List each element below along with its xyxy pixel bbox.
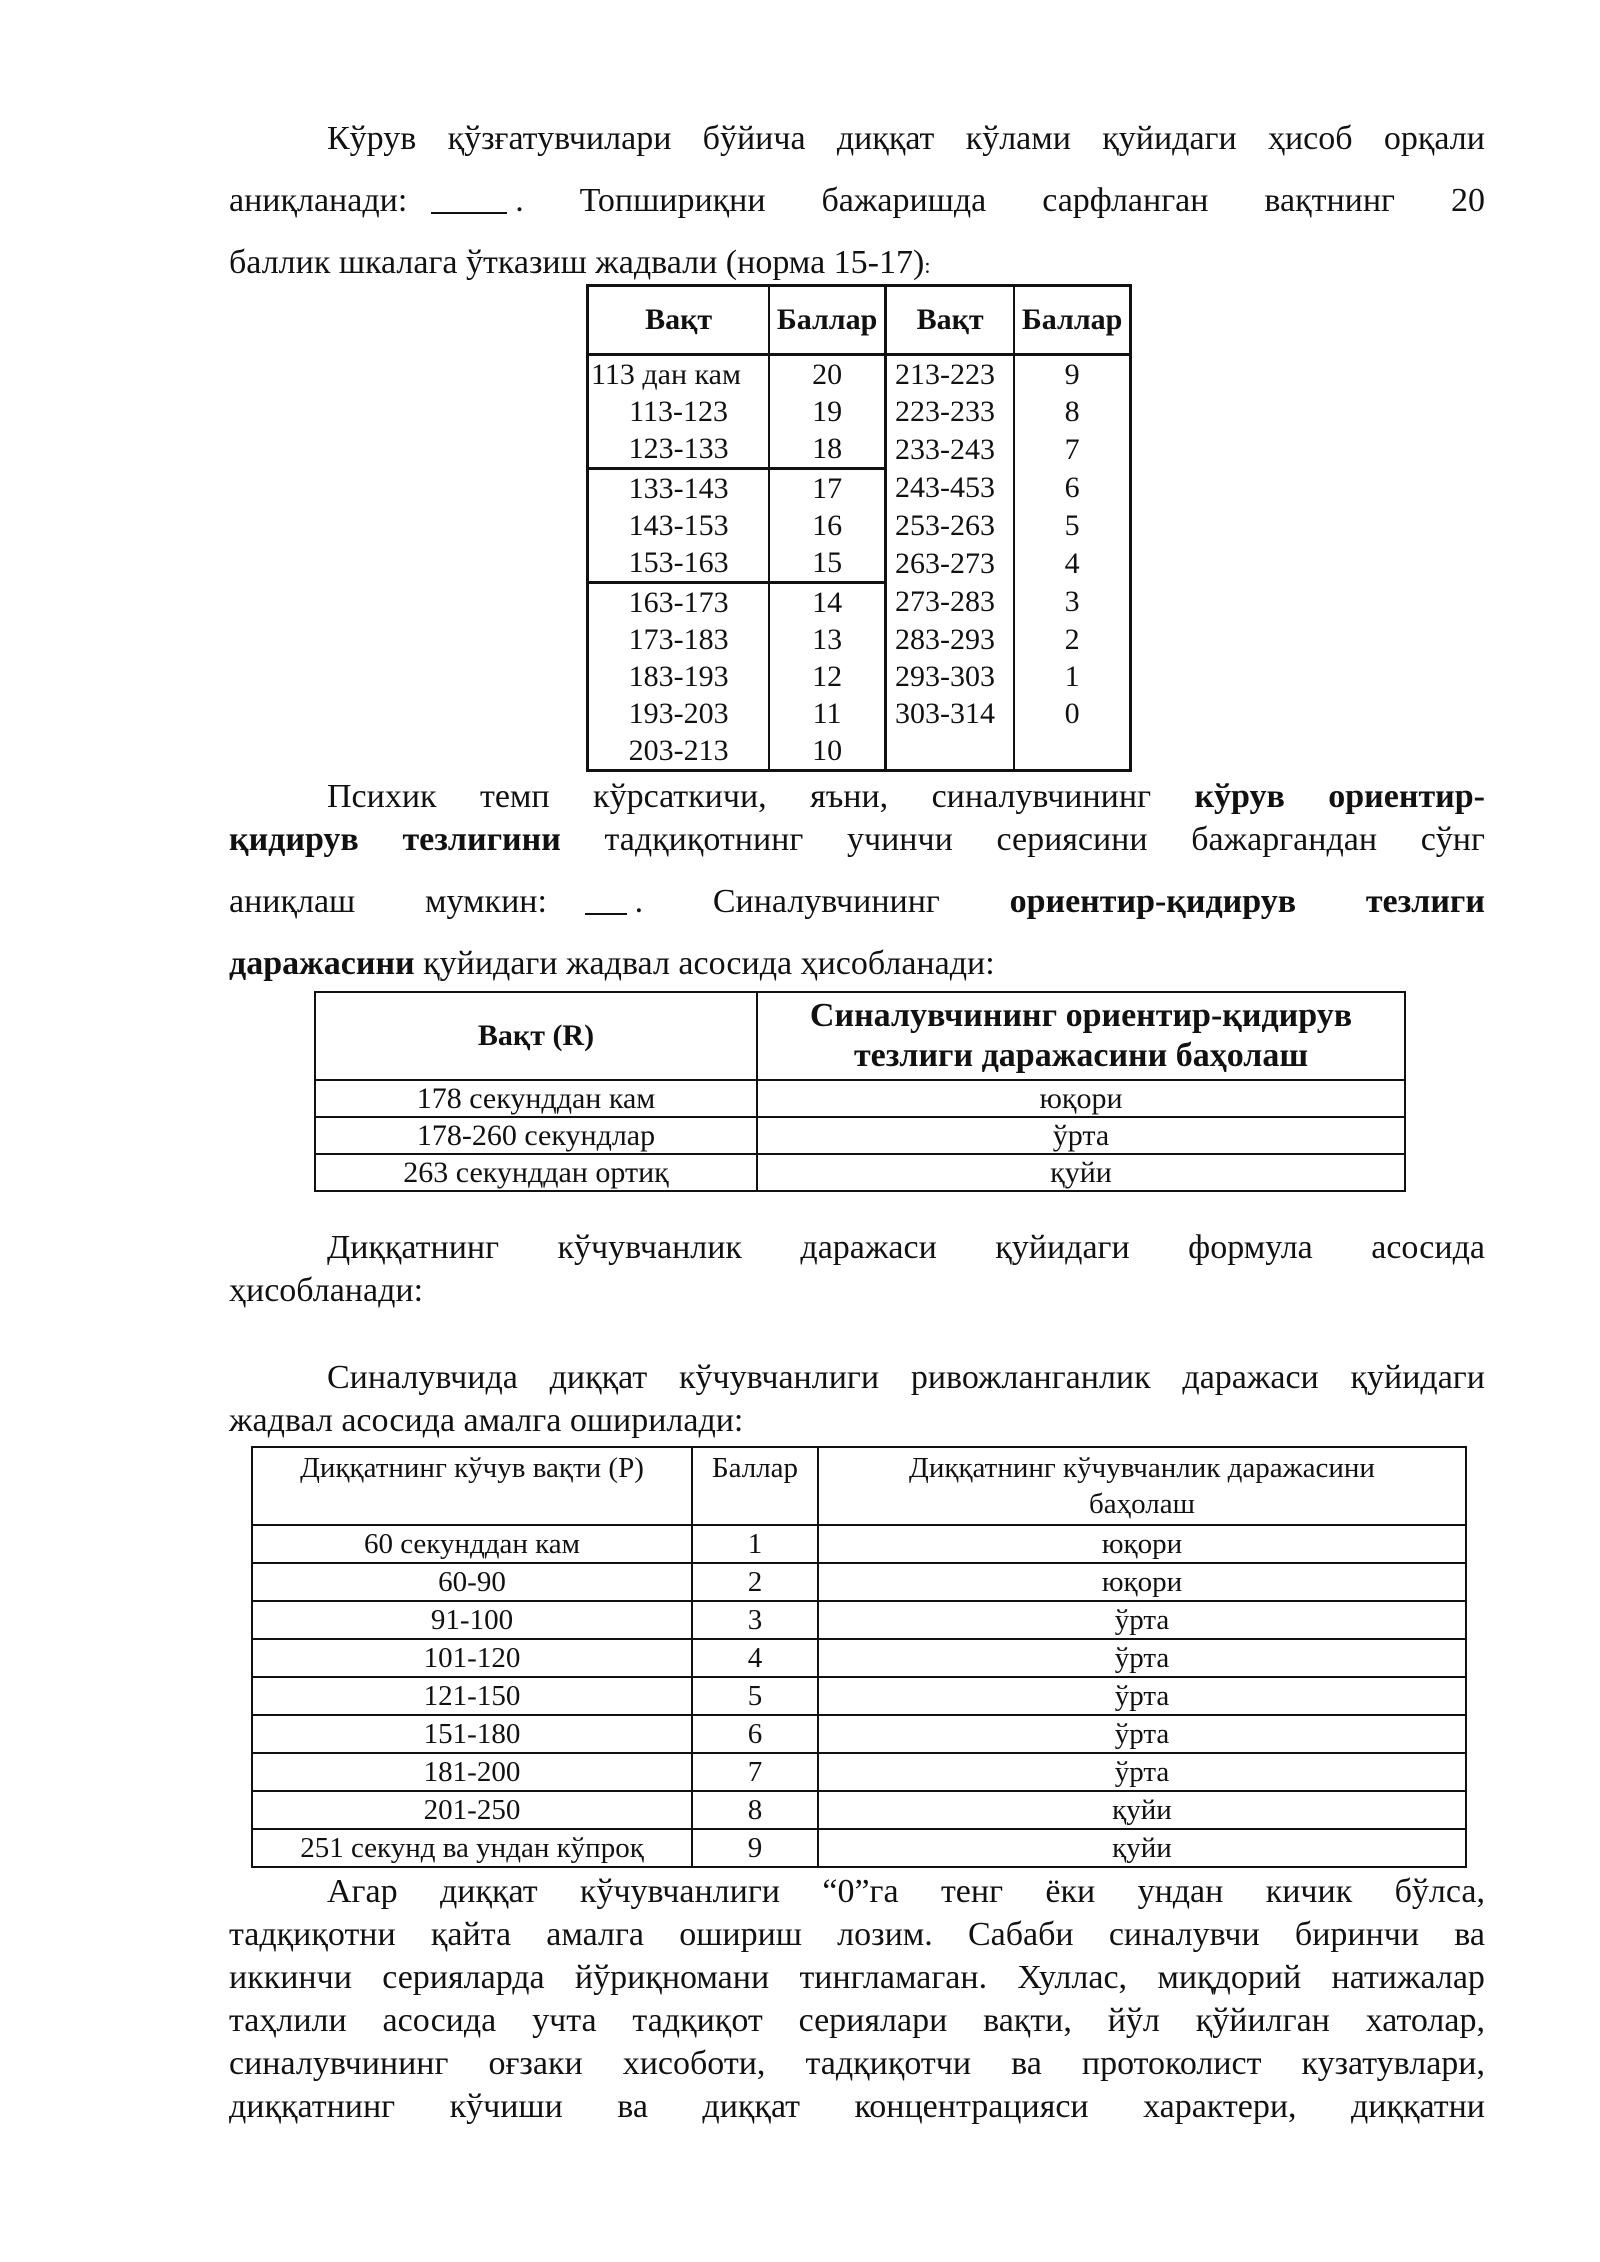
table-row bbox=[315, 1117, 1405, 1154]
table3-cell-1: 2 bbox=[692, 1563, 818, 1601]
word: сериялари bbox=[798, 2002, 948, 2039]
word: Хуллас, bbox=[1017, 1959, 1128, 1996]
word: ва bbox=[1011, 2045, 1042, 2082]
p5-line-1 bbox=[229, 1870, 1485, 1913]
table3-cell-1: 1 bbox=[692, 1525, 818, 1563]
paragraph-4 bbox=[229, 1356, 1485, 1442]
table-row bbox=[315, 1080, 1405, 1117]
table2-header-time: Вақт (R) bbox=[315, 992, 757, 1080]
table1-header-time-1: Вақт bbox=[588, 286, 770, 355]
table-row bbox=[588, 355, 1131, 394]
word: тадқиқот bbox=[632, 2002, 763, 2039]
word: Кўрув bbox=[327, 120, 417, 157]
table1-cell-0: 113-123 bbox=[588, 393, 770, 430]
word: қидирув bbox=[229, 821, 359, 858]
word: 20 bbox=[1450, 182, 1485, 219]
table1-cell-1: 17 bbox=[769, 469, 885, 508]
table-row bbox=[252, 1525, 1466, 1563]
table3-cell-0: 201-250 bbox=[252, 1791, 692, 1829]
word: кўрув bbox=[1194, 778, 1285, 815]
word: учинчи bbox=[847, 821, 953, 858]
fraction-bar bbox=[585, 893, 627, 915]
word: диққатни bbox=[1350, 2088, 1485, 2125]
paragraph-3 bbox=[229, 1226, 1485, 1312]
word: ориентир-қидирув bbox=[1009, 883, 1297, 920]
word: ёки bbox=[1045, 1873, 1096, 1910]
table1-cell-0: 173-183 bbox=[588, 621, 770, 658]
table2-cell-1: қуйи bbox=[757, 1154, 1405, 1191]
table3-cell-0: 91-100 bbox=[252, 1601, 692, 1639]
word: орқали bbox=[1383, 120, 1485, 157]
p1-colon: : bbox=[924, 253, 931, 278]
word: “0”га bbox=[822, 1873, 899, 1910]
p4-line-1 bbox=[229, 1356, 1485, 1399]
fraction-formula-2 bbox=[577, 880, 644, 942]
table1-cell-1: 11 bbox=[769, 695, 885, 732]
table1-cell-3: 8 bbox=[1064, 395, 1080, 428]
p2-line-4-text: қуйидаги жадвал асосида ҳисобланади: bbox=[414, 945, 995, 982]
word: натижалар bbox=[1331, 1959, 1485, 1996]
table3-cell-1: 5 bbox=[692, 1677, 818, 1715]
word: ривожланганлик bbox=[910, 1359, 1151, 1396]
table3-cell-2: юқори bbox=[818, 1563, 1466, 1601]
word: сериясини bbox=[996, 821, 1148, 858]
table1-header-time-2: Вақт bbox=[885, 286, 1014, 355]
table-row bbox=[588, 621, 1131, 658]
word: миқдорий bbox=[1157, 1959, 1302, 1996]
fraction-formula bbox=[423, 179, 524, 241]
word: кўчувчанлиги bbox=[678, 1359, 880, 1396]
table3-cell-0: 60-90 bbox=[252, 1563, 692, 1601]
table3-cell-0: 121-150 bbox=[252, 1677, 692, 1715]
table-row bbox=[252, 1753, 1466, 1791]
table1-cell-2: 303-314 bbox=[885, 695, 1014, 732]
word: синалувчининг bbox=[931, 778, 1152, 815]
word: диққат bbox=[702, 2088, 801, 2125]
word: қуйидаги bbox=[1350, 1359, 1485, 1396]
table2-cell-1: юқори bbox=[757, 1080, 1405, 1117]
table-row bbox=[252, 1715, 1466, 1753]
word: ва bbox=[617, 2088, 648, 2125]
table1-cell-1: 16 bbox=[769, 507, 885, 544]
table-row bbox=[588, 430, 1131, 469]
word: ориентир- bbox=[1328, 778, 1485, 815]
table3-header-time: Диққатнинг кўчув вақти (Р) bbox=[252, 1447, 692, 1525]
table-row bbox=[252, 1791, 1466, 1829]
word: тадқиқотни bbox=[229, 1916, 396, 1953]
word: қайта bbox=[430, 1916, 512, 1953]
word: биринчи bbox=[1294, 1916, 1420, 1953]
word: кузатувлари, bbox=[1301, 2045, 1485, 2082]
table1-cell-0: 203-213 bbox=[588, 732, 770, 771]
p2-word: Синалувчининг bbox=[712, 883, 940, 920]
table3-cell-2: ўрта bbox=[818, 1753, 1466, 1791]
p2-bold-word: даражасини bbox=[229, 945, 415, 982]
table3-cell-1: 4 bbox=[692, 1639, 818, 1677]
table-row bbox=[252, 1829, 1466, 1867]
table-row bbox=[588, 658, 1131, 695]
table2-cell-0: 178 секунддан кам bbox=[315, 1080, 757, 1117]
word: протоколист bbox=[1081, 2045, 1262, 2082]
table3-cell-2: ўрта bbox=[818, 1677, 1466, 1715]
table1-cell-0: 133-143 bbox=[588, 469, 770, 508]
word: вақтнинг bbox=[1264, 182, 1395, 219]
word: таҳлили bbox=[229, 2002, 347, 2039]
paragraph-5 bbox=[229, 1870, 1485, 2128]
table-row bbox=[588, 469, 1131, 508]
table3-cell-1: 8 bbox=[692, 1791, 818, 1829]
word: аниқлаш bbox=[229, 883, 356, 920]
word: мумкин: bbox=[424, 883, 547, 920]
p1-word: аниқланади: bbox=[229, 182, 408, 219]
p1-period: . bbox=[515, 182, 524, 219]
table1-cell-2: 263-273 bbox=[885, 544, 1014, 583]
word: яъни, bbox=[810, 778, 889, 815]
table3-header-assessment: Диққатнинг кўчувчанлик даражасини баҳолаш bbox=[818, 1447, 1466, 1525]
word: кўчиши bbox=[449, 2088, 563, 2125]
word: асосида bbox=[1371, 1229, 1485, 1266]
table1-header-score-1: Баллар bbox=[769, 286, 885, 355]
word: йўл bbox=[1107, 2002, 1160, 2039]
word: лозим. bbox=[837, 1916, 933, 1953]
word: тадқиқотнинг bbox=[604, 821, 804, 858]
p3-line-1 bbox=[229, 1226, 1485, 1269]
table3-cell-1: 3 bbox=[692, 1601, 818, 1639]
table-row bbox=[588, 507, 1131, 544]
table1-cell-1: 14 bbox=[769, 583, 885, 622]
table1-cell-1: 10 bbox=[769, 732, 885, 771]
word: диққат bbox=[439, 1873, 538, 1910]
table1-cell-3: 9 bbox=[1064, 358, 1080, 391]
word: тезлиги bbox=[1365, 883, 1485, 920]
word: бажаришда bbox=[821, 182, 987, 219]
table3-cell-2: ўрта bbox=[818, 1639, 1466, 1677]
table3-cell-1: 6 bbox=[692, 1715, 818, 1753]
word: кўрсаткичи, bbox=[593, 778, 767, 815]
table3-cell-2: ўрта bbox=[818, 1715, 1466, 1753]
table1-cell-0: 153-163 bbox=[588, 544, 770, 583]
table3-cell-0: 181-200 bbox=[252, 1753, 692, 1791]
table-row bbox=[252, 1677, 1466, 1715]
word: ва bbox=[1454, 1916, 1485, 1953]
table1-cell-1: 18 bbox=[769, 430, 885, 469]
table1-cell-0: 183-193 bbox=[588, 658, 770, 695]
p2-line-4 bbox=[229, 942, 1485, 985]
table1-cell-3 bbox=[1014, 732, 1130, 771]
word: тенг bbox=[940, 1873, 1004, 1910]
p5-line-6 bbox=[229, 2085, 1485, 2128]
table-row bbox=[315, 1154, 1405, 1191]
switching-assessment-table bbox=[251, 1446, 1467, 1868]
word: хисоботи, bbox=[622, 2045, 766, 2082]
table2-cell-0: 263 секунддан ортиқ bbox=[315, 1154, 757, 1191]
table3-cell-2: юқори bbox=[818, 1525, 1466, 1563]
table1-cell-2: 213-223 bbox=[885, 355, 1014, 394]
table-row bbox=[588, 393, 1131, 430]
table1-header-score-2: Баллар bbox=[1014, 286, 1130, 355]
table3-cell-2: ўрта bbox=[818, 1601, 1466, 1639]
word: қўзғатувчилари bbox=[447, 120, 672, 157]
p2-period: . bbox=[634, 883, 644, 920]
table1-cell-3: 6 bbox=[1064, 471, 1080, 505]
word: қўйилган bbox=[1195, 2002, 1330, 2039]
word: Психик bbox=[327, 778, 437, 815]
word: қуйидаги bbox=[1102, 120, 1237, 157]
table1-header-row bbox=[588, 286, 1131, 355]
table1-cell-3: 2 bbox=[1064, 623, 1080, 656]
table-row bbox=[588, 544, 1131, 583]
word: формула bbox=[1188, 1229, 1313, 1266]
table2-cell-0: 178-260 секундлар bbox=[315, 1117, 757, 1154]
table3-cell-0: 60 секунддан кам bbox=[252, 1525, 692, 1563]
word: хатолар, bbox=[1365, 2002, 1485, 2039]
p2-line-2 bbox=[229, 818, 1485, 880]
word: бўйича bbox=[702, 120, 806, 157]
table2-header-assessment: Синалувчининг ориентир-қидирув тезлиги даражасини баҳолаш bbox=[757, 992, 1405, 1080]
p5-line-5 bbox=[229, 2042, 1485, 2085]
table1-cell-0: 163-173 bbox=[588, 583, 770, 622]
table1-cell-2: 243-453 bbox=[885, 469, 1014, 508]
table1-cell-2: 283-293 bbox=[885, 621, 1014, 658]
p1-line-2 bbox=[229, 179, 1485, 241]
table1-cell-2: 293-303 bbox=[885, 658, 1014, 695]
table1-cell-0: 143-153 bbox=[588, 507, 770, 544]
table1-cell-2: 273-283 bbox=[885, 583, 1014, 622]
word: диққат bbox=[549, 1359, 648, 1396]
table1-cell-1: 12 bbox=[769, 658, 885, 695]
word: кўчувчанлиги bbox=[579, 1873, 780, 1910]
table1-cell-2: 253-263 bbox=[885, 507, 1014, 544]
word: синалувчи bbox=[1108, 1916, 1260, 1953]
table3-cell-1: 7 bbox=[692, 1753, 818, 1791]
p4-line-2: жадвал асосида амалга оширилади: bbox=[229, 1402, 744, 1439]
p2-line-1 bbox=[229, 775, 1485, 818]
table1-cell-3: 1 bbox=[1064, 660, 1080, 693]
p2-line-3 bbox=[229, 880, 1485, 942]
table1-cell-0: 123-133 bbox=[588, 430, 770, 469]
word: Диққатнинг bbox=[327, 1229, 500, 1266]
word: кўлами bbox=[965, 120, 1071, 157]
p5-line-3 bbox=[229, 1956, 1485, 1999]
table1-cell-1: 13 bbox=[769, 621, 885, 658]
word: концентрацияси bbox=[854, 2088, 1089, 2125]
word: характери, bbox=[1143, 2088, 1297, 2125]
word: Топшириқни bbox=[579, 182, 766, 219]
word: темп bbox=[479, 778, 550, 815]
word: тезлигини bbox=[402, 821, 561, 858]
word: даражаси bbox=[1182, 1359, 1319, 1396]
table1-cell-1: 19 bbox=[769, 393, 885, 430]
word: учта bbox=[532, 2002, 597, 2039]
p5-line-4 bbox=[229, 1999, 1485, 2042]
table1-cell-1: 15 bbox=[769, 544, 885, 583]
word: серияларда bbox=[382, 1959, 545, 1996]
table-row bbox=[252, 1601, 1466, 1639]
p1-line-3-text: баллик шкалага ўтказиш жадвали (норма 15-17) bbox=[229, 244, 925, 281]
table-row bbox=[588, 583, 1131, 622]
table3-cell-2: қуйи bbox=[818, 1829, 1466, 1867]
word: бажаргандан bbox=[1191, 821, 1378, 858]
word: асосида bbox=[382, 2002, 497, 2039]
table1-cell-0: 193-203 bbox=[588, 695, 770, 732]
word: тадқиқотчи bbox=[805, 2045, 972, 2082]
table1-cell-3: 3 bbox=[1064, 585, 1080, 619]
table1-cell-2 bbox=[885, 732, 1014, 771]
table1-cell-3: 7 bbox=[1064, 432, 1080, 466]
word: сўнг bbox=[1420, 821, 1485, 858]
word: вақти, bbox=[983, 2002, 1072, 2039]
table1-cell-3: 5 bbox=[1064, 509, 1080, 542]
word: йўриқномани bbox=[574, 1959, 770, 1996]
word: Сабаби bbox=[967, 1916, 1074, 1953]
word: сарфланган bbox=[1042, 182, 1209, 219]
table3-cell-0: 101-120 bbox=[252, 1639, 692, 1677]
word: синалувчининг bbox=[229, 2045, 449, 2082]
word: тингламаган. bbox=[799, 1959, 988, 1996]
table3-header-row bbox=[252, 1447, 1466, 1525]
word: кичик bbox=[1265, 1873, 1353, 1910]
table3-header-score: Баллар bbox=[692, 1447, 818, 1525]
table1-cell-2: 223-233 bbox=[885, 393, 1014, 430]
p3-line-2: ҳисобланади: bbox=[229, 1272, 424, 1309]
table2-header-row bbox=[315, 992, 1405, 1080]
time-score-table bbox=[586, 284, 1132, 772]
word: диққатнинг bbox=[229, 2088, 396, 2125]
table-row bbox=[588, 732, 1131, 771]
p5-line-2 bbox=[229, 1913, 1485, 1956]
paragraph-2 bbox=[229, 775, 1485, 985]
p1-line-1 bbox=[229, 117, 1485, 179]
table1-cell-2: 233-243 bbox=[885, 430, 1014, 469]
word: оғзаки bbox=[488, 2045, 583, 2082]
fraction-bar bbox=[431, 192, 507, 214]
word: ошириш bbox=[679, 1916, 802, 1953]
table-row bbox=[252, 1563, 1466, 1601]
table1-cell-0: 113 дан кам bbox=[588, 355, 770, 394]
table3-cell-0: 151-180 bbox=[252, 1715, 692, 1753]
word: даражаси bbox=[800, 1229, 937, 1266]
word: Агар bbox=[327, 1873, 398, 1910]
word: Синалувчида bbox=[327, 1359, 518, 1396]
word: ҳисоб bbox=[1267, 120, 1353, 157]
table-row bbox=[252, 1639, 1466, 1677]
table-row bbox=[588, 695, 1131, 732]
word: диққат bbox=[836, 120, 935, 157]
table1-cell-3: 4 bbox=[1064, 546, 1080, 580]
table3-cell-1: 9 bbox=[692, 1829, 818, 1867]
word: амалга bbox=[546, 1916, 645, 1953]
word: кўчувчанлик bbox=[557, 1229, 742, 1266]
speed-assessment-table bbox=[314, 991, 1406, 1192]
table2-cell-1: ўрта bbox=[757, 1117, 1405, 1154]
table3-cell-2: қуйи bbox=[818, 1791, 1466, 1829]
word: қуйидаги bbox=[995, 1229, 1130, 1266]
table1-cell-3: 0 bbox=[1064, 697, 1080, 730]
word: ундан bbox=[1137, 1873, 1224, 1910]
table3-cell-0: 251 секунд ва ундан кўпроқ bbox=[252, 1829, 692, 1867]
paragraph-1 bbox=[229, 117, 1485, 291]
table1-cell-1: 20 bbox=[769, 355, 885, 394]
word: бўлса, bbox=[1394, 1873, 1485, 1910]
word: иккинчи bbox=[229, 1959, 352, 1996]
